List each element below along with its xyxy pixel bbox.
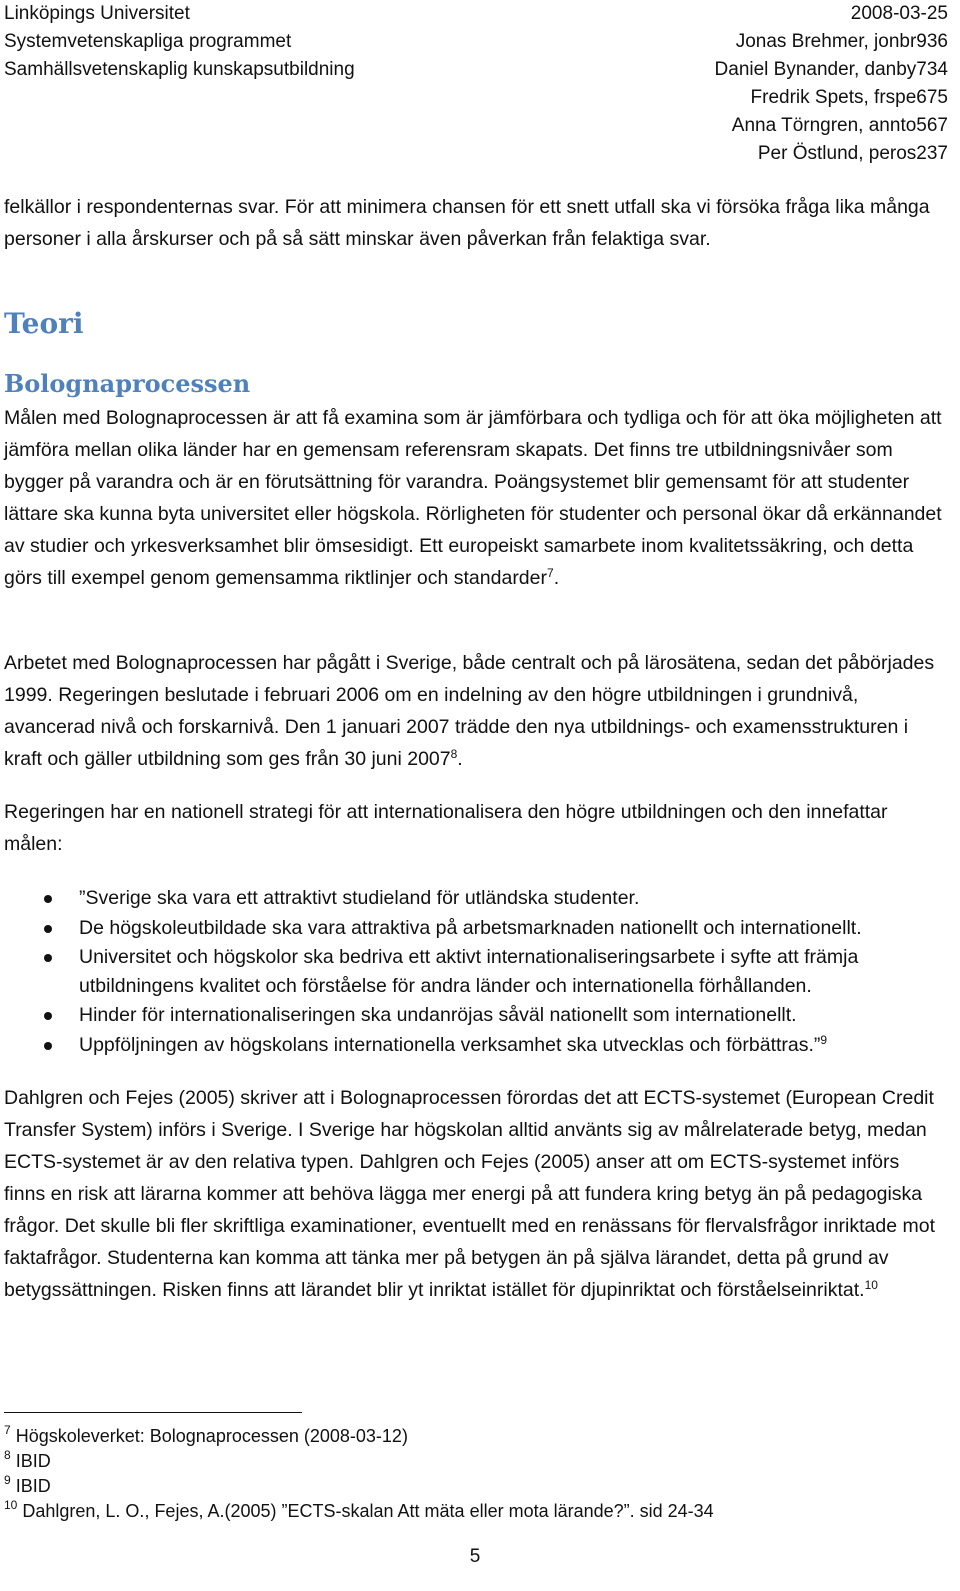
paragraph-ects bbox=[4, 1082, 944, 1306]
footnote bbox=[4, 1449, 51, 1474]
header-author: Per Östlund, peros237 bbox=[757, 143, 948, 164]
bullet-icon bbox=[44, 1012, 52, 1020]
list-item bbox=[0, 943, 950, 1000]
list-item-text: Uppföljningen av högskolans internationella verksamhet ska utvecklas och förbättras.” bbox=[79, 1033, 821, 1056]
list-item bbox=[0, 914, 950, 943]
paragraph-sweden bbox=[4, 647, 944, 775]
list-item bbox=[0, 1001, 950, 1030]
header-right bbox=[715, 0, 948, 168]
header-author: Jonas Brehmer, jonbr936 bbox=[735, 31, 948, 52]
paragraph-strategy: Regeringen har en nationell strategi för att internationalisera den högre utbildningen och den innefattar målen: bbox=[4, 801, 888, 855]
header-course: Samhällsvetenskaplig kunskapsutbildning bbox=[4, 59, 355, 80]
footnote-number: 9 bbox=[4, 1473, 11, 1487]
paragraph-goals bbox=[4, 402, 944, 594]
footnote-separator bbox=[4, 1412, 302, 1413]
subsection-heading: Bolognaprocessen bbox=[4, 369, 251, 398]
paragraph-text: Målen med Bolognaprocessen är att få examina som är jämförbara och tydliga och för att öka möjligheten att jämföra mellan olika länder har en gemensam referensram skapats. Det finns tre utbildningsnivåer som bygger på varandra och är en förutsättning för varandra. Poängsystemet blir gemensamt för att studenter lättare ska kunna byta universitet eller högskola. Rörligheten för studenter och personal ökar då erkännandet av studier och yrkesverksamhet blir ömsesidigt. Ett europeiskt samarbete inom kvalitetssäkring, och detta görs till exempel genom gemensamma riktlinjer och standarder bbox=[4, 407, 942, 589]
paragraph-text: Dahlgren och Fejes (2005) skriver att i Bolognaprocessen förordas det att ECTS-systemet (European Credit Transfer System) införs i Sverige. I Sverige har högskolan alltid använts sig av målrelaterade betyg, medan ECTS-systemet är av den relativa typen. Dahlgren och Fejes (2005) anser att om ECTS-systemet införs finns en risk att lärarna kommer att behöva lägga mer energi på att fundera kring betyg än på pedagogiska frågor. Det skulle bli fler skriftliga examinationer, eventuellt med en renässans för flervalsfrågor inriktade mot faktafrågor. Studenterna kan komma att tänka mer på betygen än på själva lärandet, detta på grund av betygssättningen. Risken finns att lärandet blir yt inriktat istället för djupinriktat och förståelseinriktat. bbox=[4, 1087, 936, 1301]
list-item-text: De högskoleutbildade ska vara attraktiva på arbetsmarknaden nationellt och internationellt. bbox=[79, 916, 862, 939]
section-heading: Teori bbox=[4, 307, 84, 340]
header-left bbox=[4, 0, 355, 84]
list-item-text: ”Sverige ska vara ett attraktivt studieland för utländska studenter. bbox=[79, 887, 640, 909]
list-item bbox=[0, 1031, 950, 1060]
footnote bbox=[4, 1474, 51, 1499]
header-author: Daniel Bynander, danby734 bbox=[714, 59, 948, 80]
footnote-text: IBID bbox=[15, 1451, 51, 1471]
footnote-text: Dahlgren, L. O., Fejes, A.(2005) ”ECTS-skalan Att mäta eller mota lärande?”. sid 24-34 bbox=[22, 1501, 714, 1521]
footnote-ref: 9 bbox=[820, 1032, 828, 1047]
bullet-icon bbox=[44, 954, 52, 962]
paragraph-end: . bbox=[553, 567, 560, 589]
header-author: Fredrik Spets, frspe675 bbox=[750, 87, 948, 108]
footnote-number: 10 bbox=[4, 1498, 18, 1512]
bullet-icon bbox=[44, 895, 52, 903]
paragraph-end: . bbox=[457, 748, 463, 770]
footnote-ref: 8 bbox=[450, 747, 458, 761]
intro-paragraph: felkällor i respondenternas svar. För att minimera chansen för ett snett utfall ska vi försöka fråga lika många personer i alla årskurser och på så sätt minskar även påverkan från felaktiga svar. bbox=[4, 196, 930, 250]
paragraph-text: Arbetet med Bolognaprocessen har pågått i Sverige, både centralt och på lärosätena, sedan det påbörjades 1999. Regeringen beslutade i februari 2006 om en indelning av den högre utbildningen i grundnivå, avancerad nivå och forskarnivå. Den 1 januari 2007 trädde den nya utbildnings- och examensstrukturen i kraft och gäller utbildning som ges från 30 juni 2007 bbox=[4, 652, 935, 770]
list-item-text: Hinder för internationaliseringen ska undanröjas såväl nationellt som internationellt. bbox=[79, 1004, 797, 1026]
footnote bbox=[4, 1499, 714, 1524]
footnote-text: Högskoleverket: Bolognaprocessen (2008-03-12) bbox=[15, 1426, 408, 1446]
bullet-icon bbox=[44, 925, 52, 933]
list-item bbox=[0, 884, 950, 913]
header-programme: Systemvetenskapliga programmet bbox=[4, 31, 292, 52]
footnote-ref: 7 bbox=[547, 566, 554, 580]
footnote-number: 7 bbox=[4, 1423, 11, 1437]
footnote-number: 8 bbox=[4, 1448, 11, 1462]
list-item-text: Universitet och högskolor ska bedriva ett aktivt internationaliseringsarbete i syfte att främja utbildningens kvalitet och förståelse för andra länder och internationella förhållanden. bbox=[79, 946, 859, 997]
footnote-text: IBID bbox=[15, 1476, 51, 1496]
bullet-icon bbox=[44, 1042, 52, 1050]
header-university: Linköpings Universitet bbox=[4, 3, 190, 24]
page-number: 5 bbox=[469, 1546, 481, 1567]
header-author: Anna Törngren, annto567 bbox=[731, 115, 948, 136]
header-date: 2008-03-25 bbox=[850, 3, 948, 24]
footnote bbox=[4, 1424, 408, 1449]
footnote-ref: 10 bbox=[864, 1278, 878, 1292]
goals-list bbox=[0, 884, 950, 1060]
